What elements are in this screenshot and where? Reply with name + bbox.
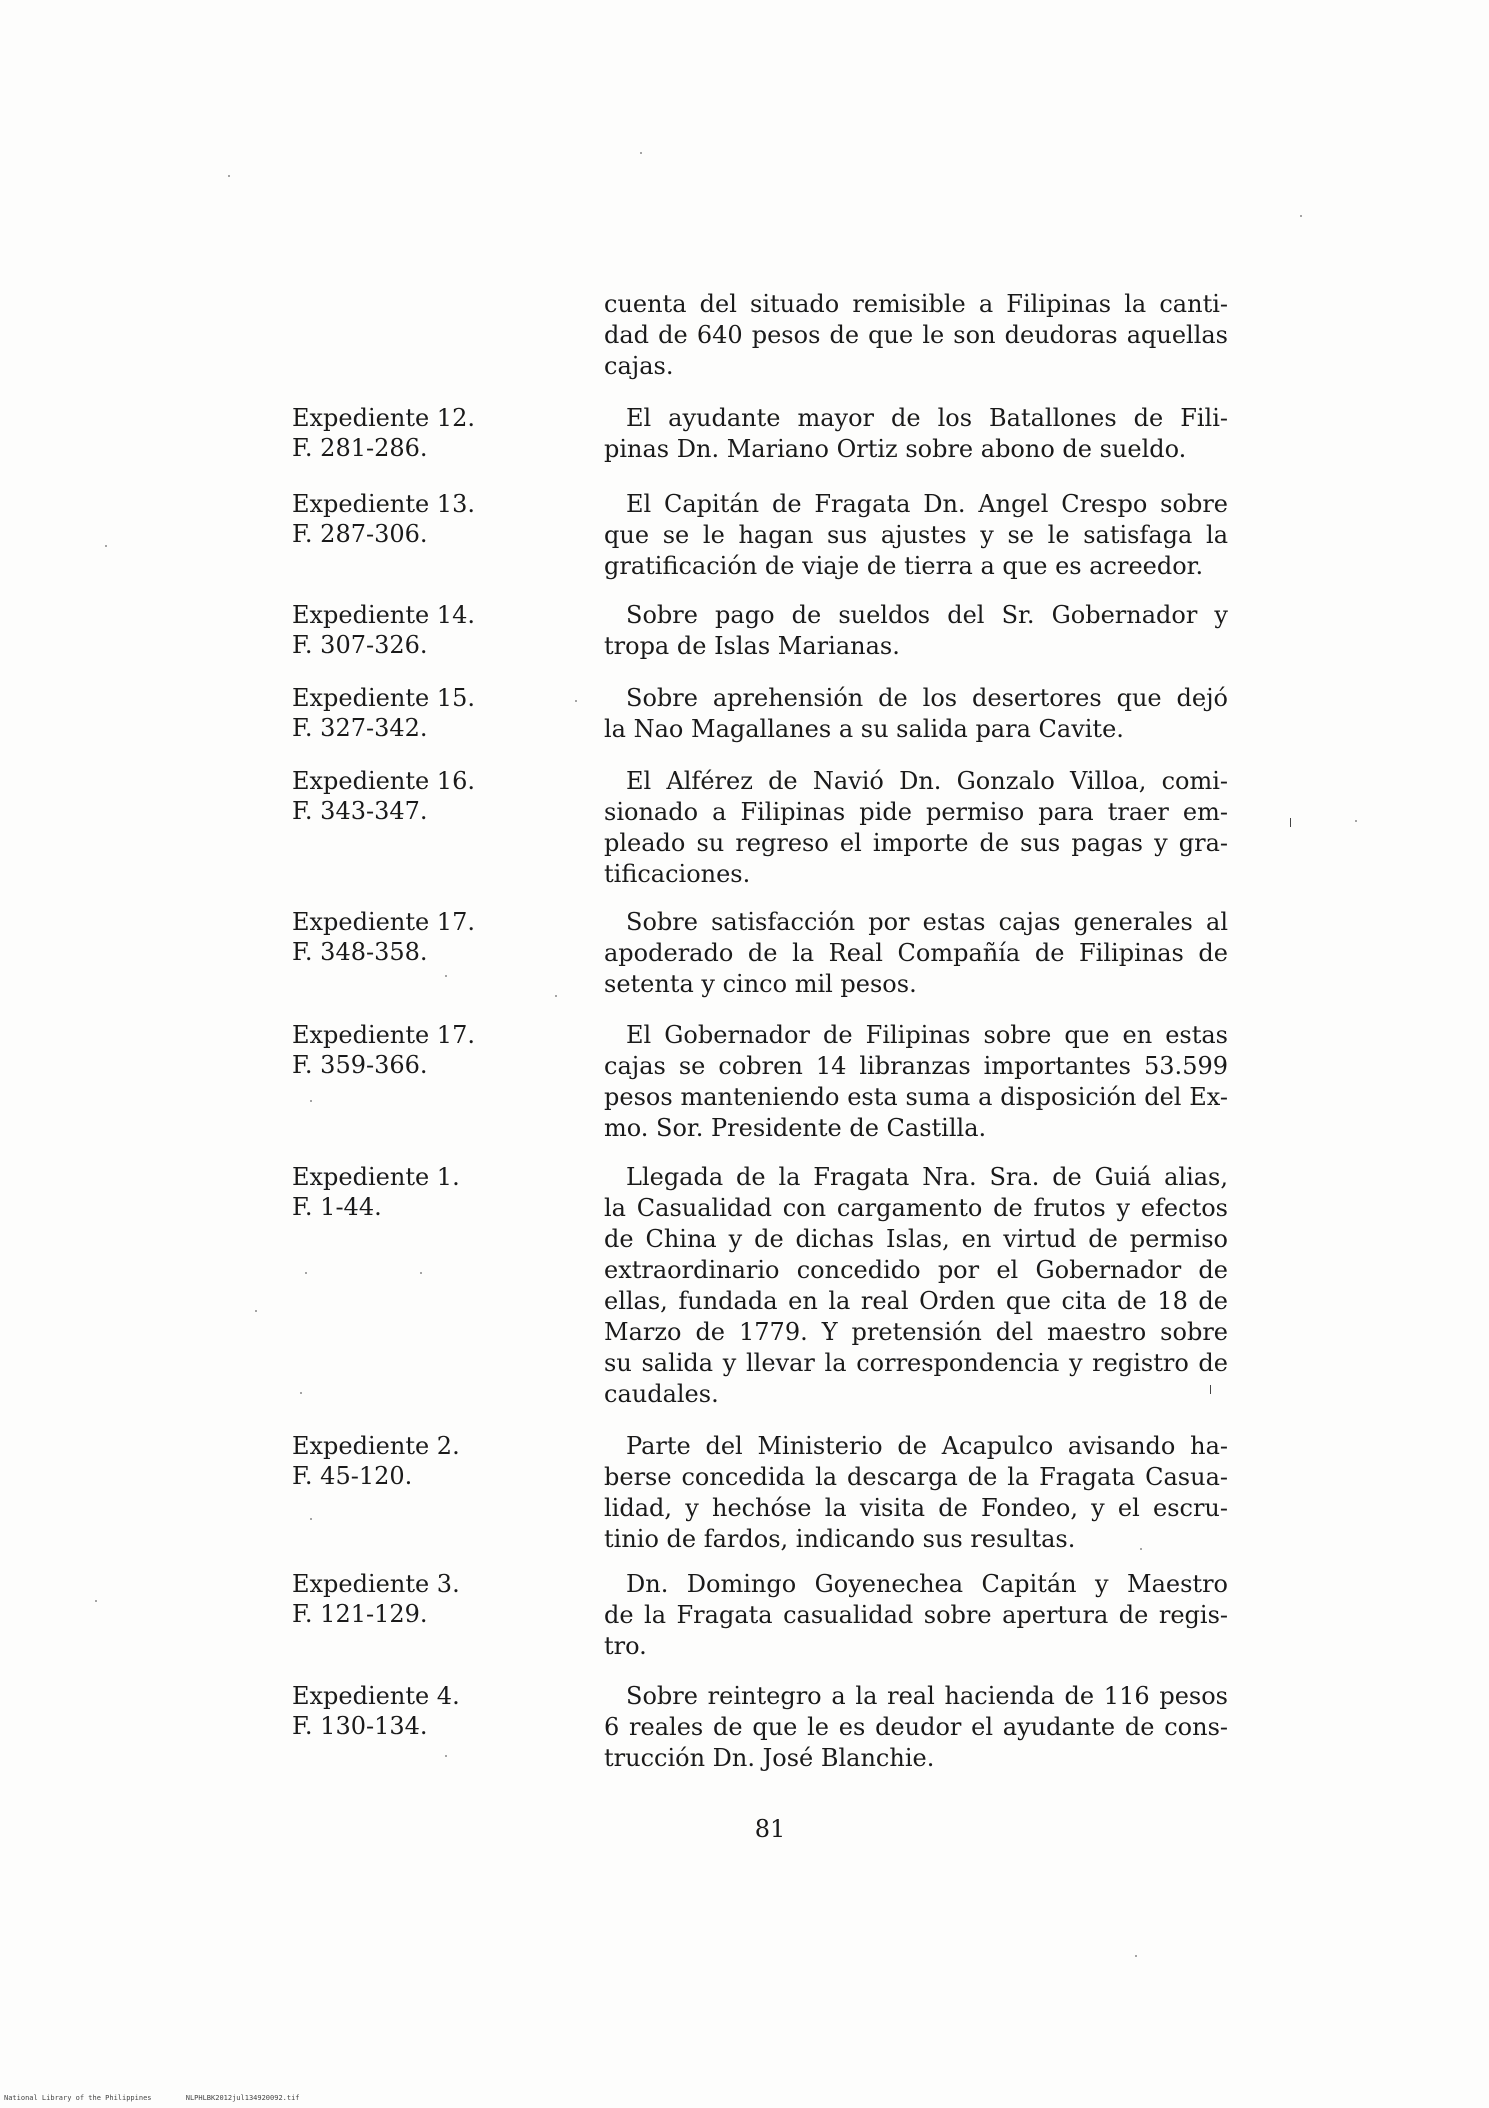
expediente-number: Expediente 14. <box>292 601 475 629</box>
text-line: tropa de Islas Marianas. <box>604 632 900 660</box>
text-line: la Casualidad con cargamento de frutos y efectos <box>604 1194 1228 1222</box>
scan-speck <box>300 1392 302 1394</box>
text-line: Marzo de 1779. Y pretensión del maestro sobre <box>604 1318 1228 1346</box>
entry-description <box>604 489 1228 582</box>
text-line: tificaciones. <box>604 860 751 888</box>
text-line: tro. <box>604 1632 647 1660</box>
scan-footer <box>4 2094 330 2102</box>
scan-speck <box>1300 215 1302 217</box>
entry-description <box>604 600 1228 662</box>
text-line: apoderado de la Real Compañía de Filipinas de <box>604 939 1228 967</box>
folio-range: F. 307-326. <box>292 631 428 659</box>
scan-speck <box>105 545 107 547</box>
text-line: su salida y llevar la correspondencia y registro de <box>604 1349 1228 1377</box>
folio-range: F. 281-286. <box>292 434 428 462</box>
text-line: de la Fragata casualidad sobre apertura de regis- <box>604 1601 1228 1629</box>
scan-speck <box>445 975 447 977</box>
expediente-number: Expediente 15. <box>292 684 475 712</box>
entry-description <box>604 766 1228 890</box>
footer-file-name: NLPHLBK2012jul134920092.tif <box>185 2094 300 2102</box>
folio-range: F. 359-366. <box>292 1051 428 1079</box>
text-line: El Gobernador de Filipinas sobre que en estas <box>626 1021 1228 1049</box>
expediente-label <box>292 600 492 660</box>
scan-speck <box>575 700 577 702</box>
scan-speck <box>310 1518 312 1520</box>
expediente-label <box>292 1431 492 1491</box>
text-line: mo. Sor. Presidente de Castilla. <box>604 1114 987 1142</box>
entry-description <box>604 683 1228 745</box>
text-line: Dn. Domingo Goyenechea Capitán y Maestro <box>626 1570 1228 1598</box>
entry-description <box>604 1569 1228 1662</box>
text-line: Sobre satisfacción por estas cajas generales al <box>626 908 1228 936</box>
expediente-label <box>292 1020 492 1080</box>
expediente-label <box>292 489 492 549</box>
expediente-number: Expediente 3. <box>292 1570 460 1598</box>
text-line: Llegada de la Fragata Nra. Sra. de Guiá alias, <box>626 1163 1228 1191</box>
folio-range: F. 45-120. <box>292 1462 413 1490</box>
scan-mark <box>1210 1385 1211 1394</box>
text-line: setenta y cinco mil pesos. <box>604 970 917 998</box>
scan-mark <box>1290 818 1291 827</box>
folio-range: F. 327-342. <box>292 714 428 742</box>
scan-speck <box>1135 1955 1137 1957</box>
text-line: que se le hagan sus ajustes y se le satisfaga la <box>604 521 1228 549</box>
text-line: dad de 640 pesos de que le son deudoras aquellas <box>604 321 1228 349</box>
text-line: El Capitán de Fragata Dn. Angel Crespo sobre <box>626 490 1228 518</box>
scan-speck <box>95 1600 97 1602</box>
folio-range: F. 343-347. <box>292 797 428 825</box>
expediente-number: Expediente 17. <box>292 908 475 936</box>
text-line: cajas se cobren 14 libranzas importantes 53.599 <box>604 1052 1228 1080</box>
expediente-label <box>292 907 492 967</box>
text-line: pesos manteniendo esta suma a disposición del Ex- <box>604 1083 1228 1111</box>
text-line: ellas, fundada en la real Orden que cita de 18 de <box>604 1287 1228 1315</box>
scan-speck <box>255 1310 257 1312</box>
folio-range: F. 1-44. <box>292 1193 382 1221</box>
expediente-label <box>292 1681 492 1741</box>
expediente-number: Expediente 12. <box>292 404 475 432</box>
text-line: la Nao Magallanes a su salida para Cavite. <box>604 715 1124 743</box>
scan-speck <box>310 1100 312 1102</box>
folio-range: F. 348-358. <box>292 938 428 966</box>
entry-description <box>604 1020 1228 1144</box>
text-line: sionado a Filipinas pide permiso para traer em- <box>604 798 1228 826</box>
text-line: 6 reales de que le es deudor el ayudante de cons- <box>604 1713 1228 1741</box>
page-number: 81 <box>754 1815 786 1843</box>
text-line: cuenta del situado remisible a Filipinas la canti- <box>604 290 1228 318</box>
entry-description <box>604 403 1228 465</box>
expediente-number: Expediente 16. <box>292 767 475 795</box>
folio-range: F. 287-306. <box>292 520 428 548</box>
text-line: caudales. <box>604 1380 719 1408</box>
text-line: Sobre aprehensión de los desertores que dejó <box>626 684 1228 712</box>
continuation-paragraph <box>604 289 1228 382</box>
scan-speck <box>640 152 642 154</box>
expediente-label <box>292 683 492 743</box>
text-line: de China y de dichas Islas, en virtud de permiso <box>604 1225 1228 1253</box>
text-line: tinio de fardos, indicando sus resultas. <box>604 1525 1076 1553</box>
expediente-number: Expediente 1. <box>292 1163 460 1191</box>
expediente-number: Expediente 4. <box>292 1682 460 1710</box>
text-line: pleado su regreso el importe de sus pagas y gra- <box>604 829 1228 857</box>
entry-description <box>604 1162 1228 1410</box>
scan-speck <box>555 995 557 997</box>
text-line: gratificación de viaje de tierra a que es acreedor. <box>604 552 1204 580</box>
expediente-number: Expediente 2. <box>292 1432 460 1460</box>
expediente-label <box>292 766 492 826</box>
text-line: Sobre pago de sueldos del Sr. Gobernador y <box>626 601 1228 629</box>
scan-speck <box>445 1755 447 1757</box>
scan-speck <box>1355 820 1357 822</box>
expediente-label <box>292 1162 492 1222</box>
text-line: El Alférez de Navió Dn. Gonzalo Villoa, comi- <box>626 767 1228 795</box>
scan-speck <box>1140 1548 1142 1550</box>
footer-library-name: National Library of the Philippines <box>4 2094 152 2102</box>
text-line: Sobre reintegro a la real hacienda de 116 pesos <box>626 1682 1228 1710</box>
text-line: berse concedida la descarga de la Fragata Casua- <box>604 1463 1228 1491</box>
text-line: El ayudante mayor de los Batallones de Fili- <box>626 404 1228 432</box>
entry-description <box>604 1431 1228 1555</box>
text-line: pinas Dn. Mariano Ortiz sobre abono de sueldo. <box>604 435 1187 463</box>
scan-speck <box>420 1272 422 1274</box>
expediente-label <box>292 1569 492 1629</box>
expediente-label <box>292 403 492 463</box>
text-line: cajas. <box>604 352 674 380</box>
text-line: trucción Dn. José Blanchie. <box>604 1744 935 1772</box>
text-line: Parte del Ministerio de Acapulco avisando ha- <box>626 1432 1228 1460</box>
entry-description <box>604 1681 1228 1774</box>
folio-range: F. 121-129. <box>292 1600 428 1628</box>
scan-speck <box>228 175 230 177</box>
folio-range: F. 130-134. <box>292 1712 428 1740</box>
text-line: extraordinario concedido por el Gobernador de <box>604 1256 1228 1284</box>
expediente-number: Expediente 13. <box>292 490 475 518</box>
scan-speck <box>305 1272 307 1274</box>
entry-description <box>604 907 1228 1000</box>
expediente-number: Expediente 17. <box>292 1021 475 1049</box>
text-line: lidad, y hechóse la visita de Fondeo, y el escru- <box>604 1494 1228 1522</box>
